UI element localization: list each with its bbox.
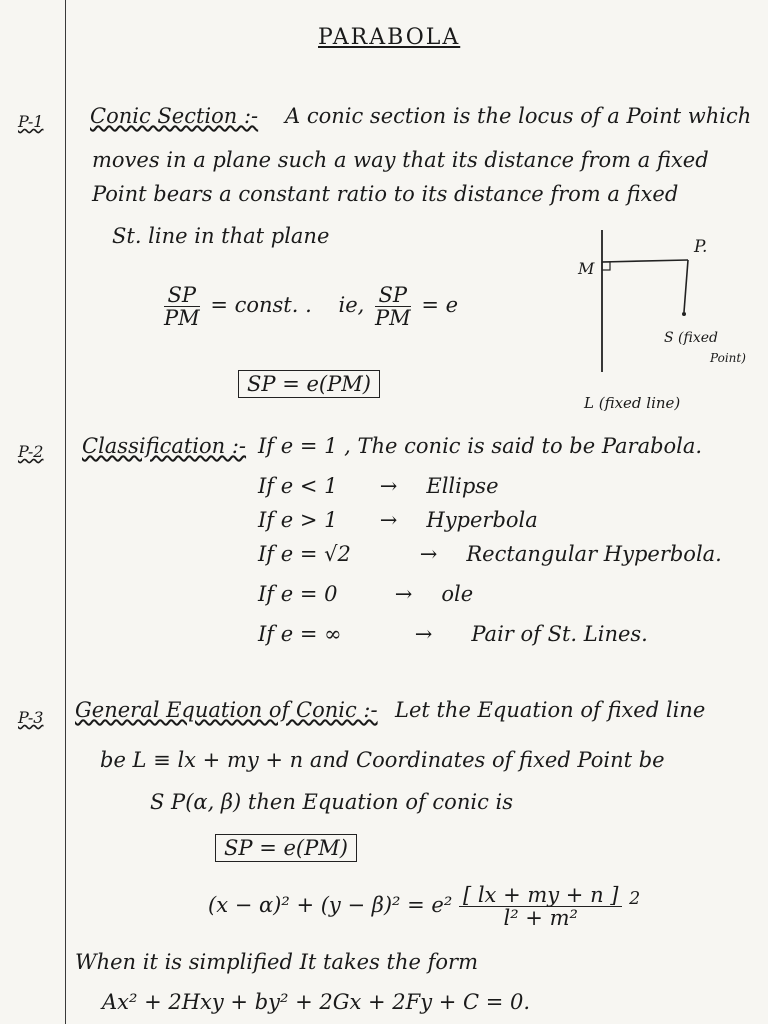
arrow-icon: →	[394, 582, 413, 606]
p2-intro: If e = 1 , The conic is said to be Parabola.	[258, 434, 703, 458]
row-result: Pair of St. Lines.	[471, 622, 648, 646]
equation-fraction	[459, 884, 623, 929]
classification-row	[258, 474, 499, 498]
classification-row	[258, 622, 648, 646]
fraction-sp-pm-2	[371, 284, 415, 329]
label-s-point: Point)	[710, 351, 746, 365]
margin-line	[65, 0, 66, 1024]
p1-line1: A conic section is the locus of a Point which	[285, 104, 752, 128]
arrow-icon: →	[419, 542, 438, 566]
equals-e: = e	[421, 293, 459, 317]
pm-segment	[602, 260, 688, 262]
conic-diagram	[560, 222, 760, 422]
p3-heading: General Equation of Conic :-	[75, 698, 378, 722]
p2-heading: Classification :-	[82, 434, 247, 458]
equation-lhs: (x − α)² + (y − β)² = e²	[208, 893, 453, 917]
const-label: = const. .	[210, 293, 312, 317]
fraction-denominator: l² + m²	[503, 906, 578, 930]
arrow-icon: →	[379, 474, 398, 498]
ratio-equation	[160, 284, 458, 329]
p3-line1: Let the Equation of fixed line	[395, 698, 706, 722]
ie-label: ie,	[338, 293, 365, 317]
fraction-denominator: PM	[375, 306, 411, 330]
row-result: ole	[441, 582, 474, 606]
classification-row	[258, 508, 538, 532]
conic-equation	[208, 884, 640, 929]
row-result: Rectangular Hyperbola.	[466, 542, 722, 566]
page-title: PARABOLA	[318, 25, 461, 50]
row-condition: If e > 1	[258, 508, 338, 532]
p1-line2: moves in a plane such a way that its distance from a fixed	[92, 148, 709, 172]
row-condition: If e = 0	[258, 582, 338, 606]
right-angle-mark	[602, 262, 610, 270]
fraction-sp-pm	[160, 284, 204, 329]
sp-segment	[684, 260, 688, 312]
section-tag-p2: P-2	[18, 442, 44, 461]
p1-heading: Conic Section :-	[90, 104, 259, 128]
section-tag-p1: P-1	[18, 112, 44, 131]
row-condition: If e = ∞	[258, 622, 342, 646]
arrow-icon: →	[379, 508, 398, 532]
p1-line4: St. line in that plane	[112, 224, 330, 248]
label-p: P.	[694, 237, 708, 257]
label-s: S (fixed	[664, 330, 718, 346]
section-tag-p3: P-3	[18, 708, 44, 727]
fraction-numerator: [ lx + my + n ]	[459, 884, 623, 907]
row-result: Hyperbola	[426, 508, 538, 532]
fraction-numerator: SP	[375, 284, 412, 307]
general-equation: Ax² + 2Hxy + by² + 2Gx + 2Fy + C = 0.	[102, 990, 531, 1014]
p3-line2: be L ≡ lx + my + n and Coordinates of fixed Point be	[100, 748, 665, 772]
classification-row	[258, 582, 473, 606]
label-l: L (fixed line)	[584, 394, 681, 412]
classification-row	[258, 542, 722, 566]
row-condition: If e < 1	[258, 474, 338, 498]
fraction-denominator: PM	[164, 306, 200, 330]
p3-line3: S P(α, β) then Equation of conic is	[150, 790, 513, 814]
label-m: M	[578, 259, 595, 278]
boxed-formula-p3: SP = e(PM)	[215, 834, 357, 862]
p1-line3: Point bears a constant ratio to its distance from a fixed	[92, 182, 679, 206]
boxed-formula-p1: SP = e(PM)	[238, 370, 380, 398]
focus-point	[682, 312, 686, 316]
row-result: Ellipse	[426, 474, 499, 498]
arrow-icon: →	[414, 622, 433, 646]
exponent: 2	[629, 889, 641, 909]
fraction-numerator: SP	[164, 284, 201, 307]
p3-line4: When it is simplified It takes the form	[75, 950, 478, 974]
row-condition: If e = √2	[258, 542, 351, 566]
